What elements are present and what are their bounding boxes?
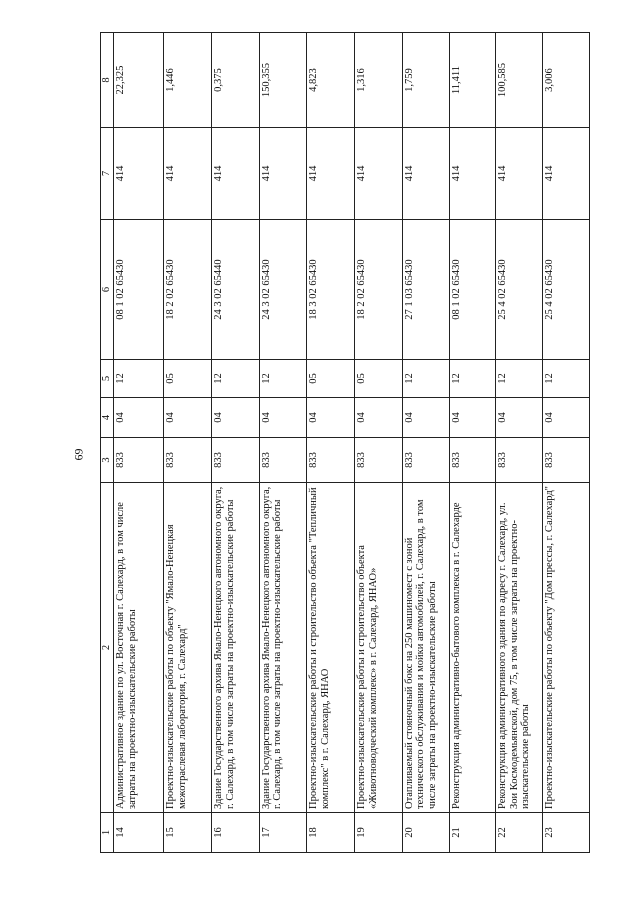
table-cell: 04: [164, 398, 212, 438]
table-cell: 414: [212, 128, 260, 220]
table-cell: 12: [543, 360, 590, 398]
header-row: [101, 33, 114, 853]
table-cell: 1,446: [164, 33, 212, 128]
table-cell: 1,316: [354, 33, 402, 128]
table-cell: 12: [402, 360, 450, 398]
table-cell: 04: [113, 398, 164, 438]
table-cell: 15: [164, 813, 212, 853]
table-cell: 833: [113, 438, 164, 483]
table-cell: 414: [450, 128, 496, 220]
budget-table-rotated: [100, 33, 590, 853]
table-cell: 08 1 02 65430: [113, 220, 164, 360]
table-cell: 833: [164, 438, 212, 483]
table-cell: 12: [113, 360, 164, 398]
table-cell: 414: [495, 128, 543, 220]
table-cell: 100,585: [495, 33, 543, 128]
table-cell: 414: [164, 128, 212, 220]
table-cell: 414: [354, 128, 402, 220]
table-cell: 23: [543, 813, 590, 853]
table-row: [164, 33, 212, 853]
table-cell: 12: [495, 360, 543, 398]
header-cell: 5: [101, 360, 114, 398]
table-cell: Проектно-изыскательские работы по объекту "Дом прессы, г. Салехард": [543, 483, 590, 813]
table-cell: 21: [450, 813, 496, 853]
table-cell: 18 2 02 65430: [164, 220, 212, 360]
table-cell: 14: [113, 813, 164, 853]
table-cell: 12: [450, 360, 496, 398]
table-cell: 833: [354, 438, 402, 483]
table-cell: 414: [402, 128, 450, 220]
table-cell: Проектно-изыскательские работы и строительство объекта «Животноводческий комплекс» в г. Салехард, ЯНАО»: [354, 483, 402, 813]
table-cell: Отапливаемый стояночный бокс на 250 машиномест с зоной технического обслуживания и мойки автомобилей, г. Салехард, в том числе затраты на проектно-изыскательские работы: [402, 483, 450, 813]
table-cell: 150,355: [259, 33, 307, 128]
table-cell: 833: [402, 438, 450, 483]
table-cell: 04: [450, 398, 496, 438]
table-row: [307, 33, 355, 853]
table-row: [354, 33, 402, 853]
table-cell: 18: [307, 813, 355, 853]
table-cell: 04: [307, 398, 355, 438]
table-body: [113, 33, 589, 853]
table-cell: 24 3 02 65430: [259, 220, 307, 360]
table-cell: 04: [354, 398, 402, 438]
header-cell: 2: [101, 483, 114, 813]
table-cell: 22,325: [113, 33, 164, 128]
page-number: 69: [71, 448, 86, 461]
table-cell: 18 3 02 65430: [307, 220, 355, 360]
table-cell: Реконструкция административного здания по адресу г. Салехард, ул. Зои Космодемьянской, дом 75, в том числе затраты на проектно-изыскательские работы: [495, 483, 543, 813]
table-cell: 04: [259, 398, 307, 438]
table-cell: 08 1 02 65430: [450, 220, 496, 360]
table-row: [495, 33, 543, 853]
table-cell: 4,823: [307, 33, 355, 128]
table-cell: 833: [259, 438, 307, 483]
table-cell: Здание Государственного архива Ямало-Ненецкого автономного округа, г. Салехард, в том числе затраты на проектно-изыскательские работы: [212, 483, 260, 813]
header-cell: 1: [101, 813, 114, 853]
table-cell: 414: [259, 128, 307, 220]
table-cell: 24 3 02 65440: [212, 220, 260, 360]
table-cell: 22: [495, 813, 543, 853]
table-row: [259, 33, 307, 853]
table-cell: 414: [543, 128, 590, 220]
table-cell: 20: [402, 813, 450, 853]
table-cell: 833: [495, 438, 543, 483]
header-cell: 6: [101, 220, 114, 360]
table-row: [543, 33, 590, 853]
table-cell: 833: [543, 438, 590, 483]
table-cell: Реконструкция административно-бытового комплекса в г. Салехарде: [450, 483, 496, 813]
table-cell: 18 2 02 65430: [354, 220, 402, 360]
table-cell: 833: [450, 438, 496, 483]
table-cell: 16: [212, 813, 260, 853]
table-cell: 04: [402, 398, 450, 438]
table-cell: 3,006: [543, 33, 590, 128]
table-cell: 11,411: [450, 33, 496, 128]
table-cell: 25 4 02 65430: [495, 220, 543, 360]
table-row: [113, 33, 164, 853]
table-cell: 04: [543, 398, 590, 438]
table-cell: 05: [354, 360, 402, 398]
header-cell: 7: [101, 128, 114, 220]
table-cell: 04: [495, 398, 543, 438]
table-cell: 833: [212, 438, 260, 483]
table-cell: 414: [113, 128, 164, 220]
header-cell: 3: [101, 438, 114, 483]
table-row: [212, 33, 260, 853]
header-cell: 4: [101, 398, 114, 438]
table-cell: Административное здание по ул. Восточная г. Салехард, в том числе затраты на проектно-изыскательские работы: [113, 483, 164, 813]
table-cell: Здание Государственного архива Ямало-Ненецкого автономного округа, г. Салехард, в том числе затраты на проектно-изыскательские работы: [259, 483, 307, 813]
table-row: [402, 33, 450, 853]
table-row: [450, 33, 496, 853]
table-cell: 27 1 03 65430: [402, 220, 450, 360]
table-cell: 25 4 02 65430: [543, 220, 590, 360]
table-cell: 04: [212, 398, 260, 438]
table-cell: 05: [164, 360, 212, 398]
table-cell: 414: [307, 128, 355, 220]
table-cell: 12: [212, 360, 260, 398]
table-cell: 05: [307, 360, 355, 398]
table-cell: 12: [259, 360, 307, 398]
budget-table: [100, 32, 590, 853]
table-cell: 0,375: [212, 33, 260, 128]
table-cell: Проектно-изыскательские работы и строительство объекта "Тепличный комплекс" в г. Салехард, ЯНАО: [307, 483, 355, 813]
table-cell: 19: [354, 813, 402, 853]
table-cell: 833: [307, 438, 355, 483]
table-cell: 17: [259, 813, 307, 853]
header-cell: 8: [101, 33, 114, 128]
table-cell: Проектно-изыскательские работы по объекту "Ямало-Ненецкая межотраслевая лаборатория, г. Салехард": [164, 483, 212, 813]
table-cell: 1,759: [402, 33, 450, 128]
